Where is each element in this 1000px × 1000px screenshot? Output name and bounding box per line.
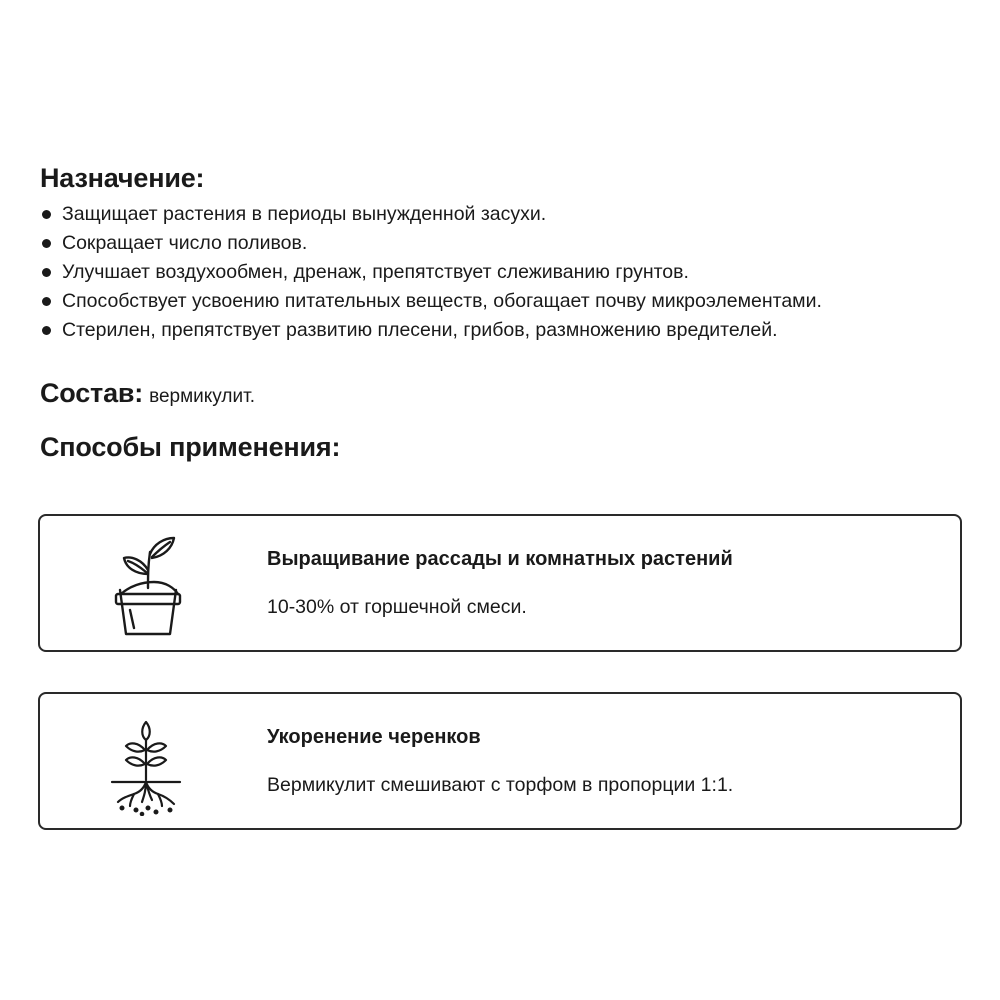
list-item — [40, 258, 822, 287]
list-item-text: Стерилен, препятствует развитию плесени, грибов, размножению вредителей. — [62, 319, 778, 341]
method-card-cuttings — [38, 692, 962, 830]
seedling-pot-icon — [108, 530, 188, 638]
method-description: Вермикулит смешивают с торфом в пропорции 1:1. — [267, 774, 734, 796]
composition-line — [40, 378, 255, 409]
list-item-text: Способствует усвоению питательных веществ, обогащает почву микроэлементами. — [62, 290, 822, 312]
bullet-dot-icon — [42, 268, 51, 277]
composition-value: вермикулит. — [149, 386, 255, 407]
purpose-heading: Назначение: — [40, 163, 205, 193]
composition-label: Состав: — [40, 378, 144, 408]
rooting-cutting-icon — [108, 708, 188, 816]
bullet-dot-icon — [42, 210, 51, 219]
list-item-text: Защищает растения в периоды вынужденной засухи. — [62, 203, 547, 225]
methods-heading: Способы применения: — [40, 432, 341, 462]
method-title: Выращивание рассады и комнатных растений — [267, 548, 733, 570]
purpose-list — [40, 200, 822, 345]
list-item — [40, 287, 822, 316]
bullet-dot-icon — [42, 239, 51, 248]
bullet-dot-icon — [42, 326, 51, 335]
method-title: Укоренение черенков — [267, 726, 481, 748]
list-item — [40, 200, 822, 229]
method-description: 10-30% от горшечной смеси. — [267, 596, 527, 618]
method-card-seedlings — [38, 514, 962, 652]
list-item-text: Улучшает воздухообмен, дренаж, препятствует слеживанию грунтов. — [62, 261, 689, 283]
bullet-dot-icon — [42, 297, 51, 306]
list-item — [40, 316, 822, 345]
list-item — [40, 229, 822, 258]
list-item-text: Сокращает число поливов. — [62, 232, 308, 254]
